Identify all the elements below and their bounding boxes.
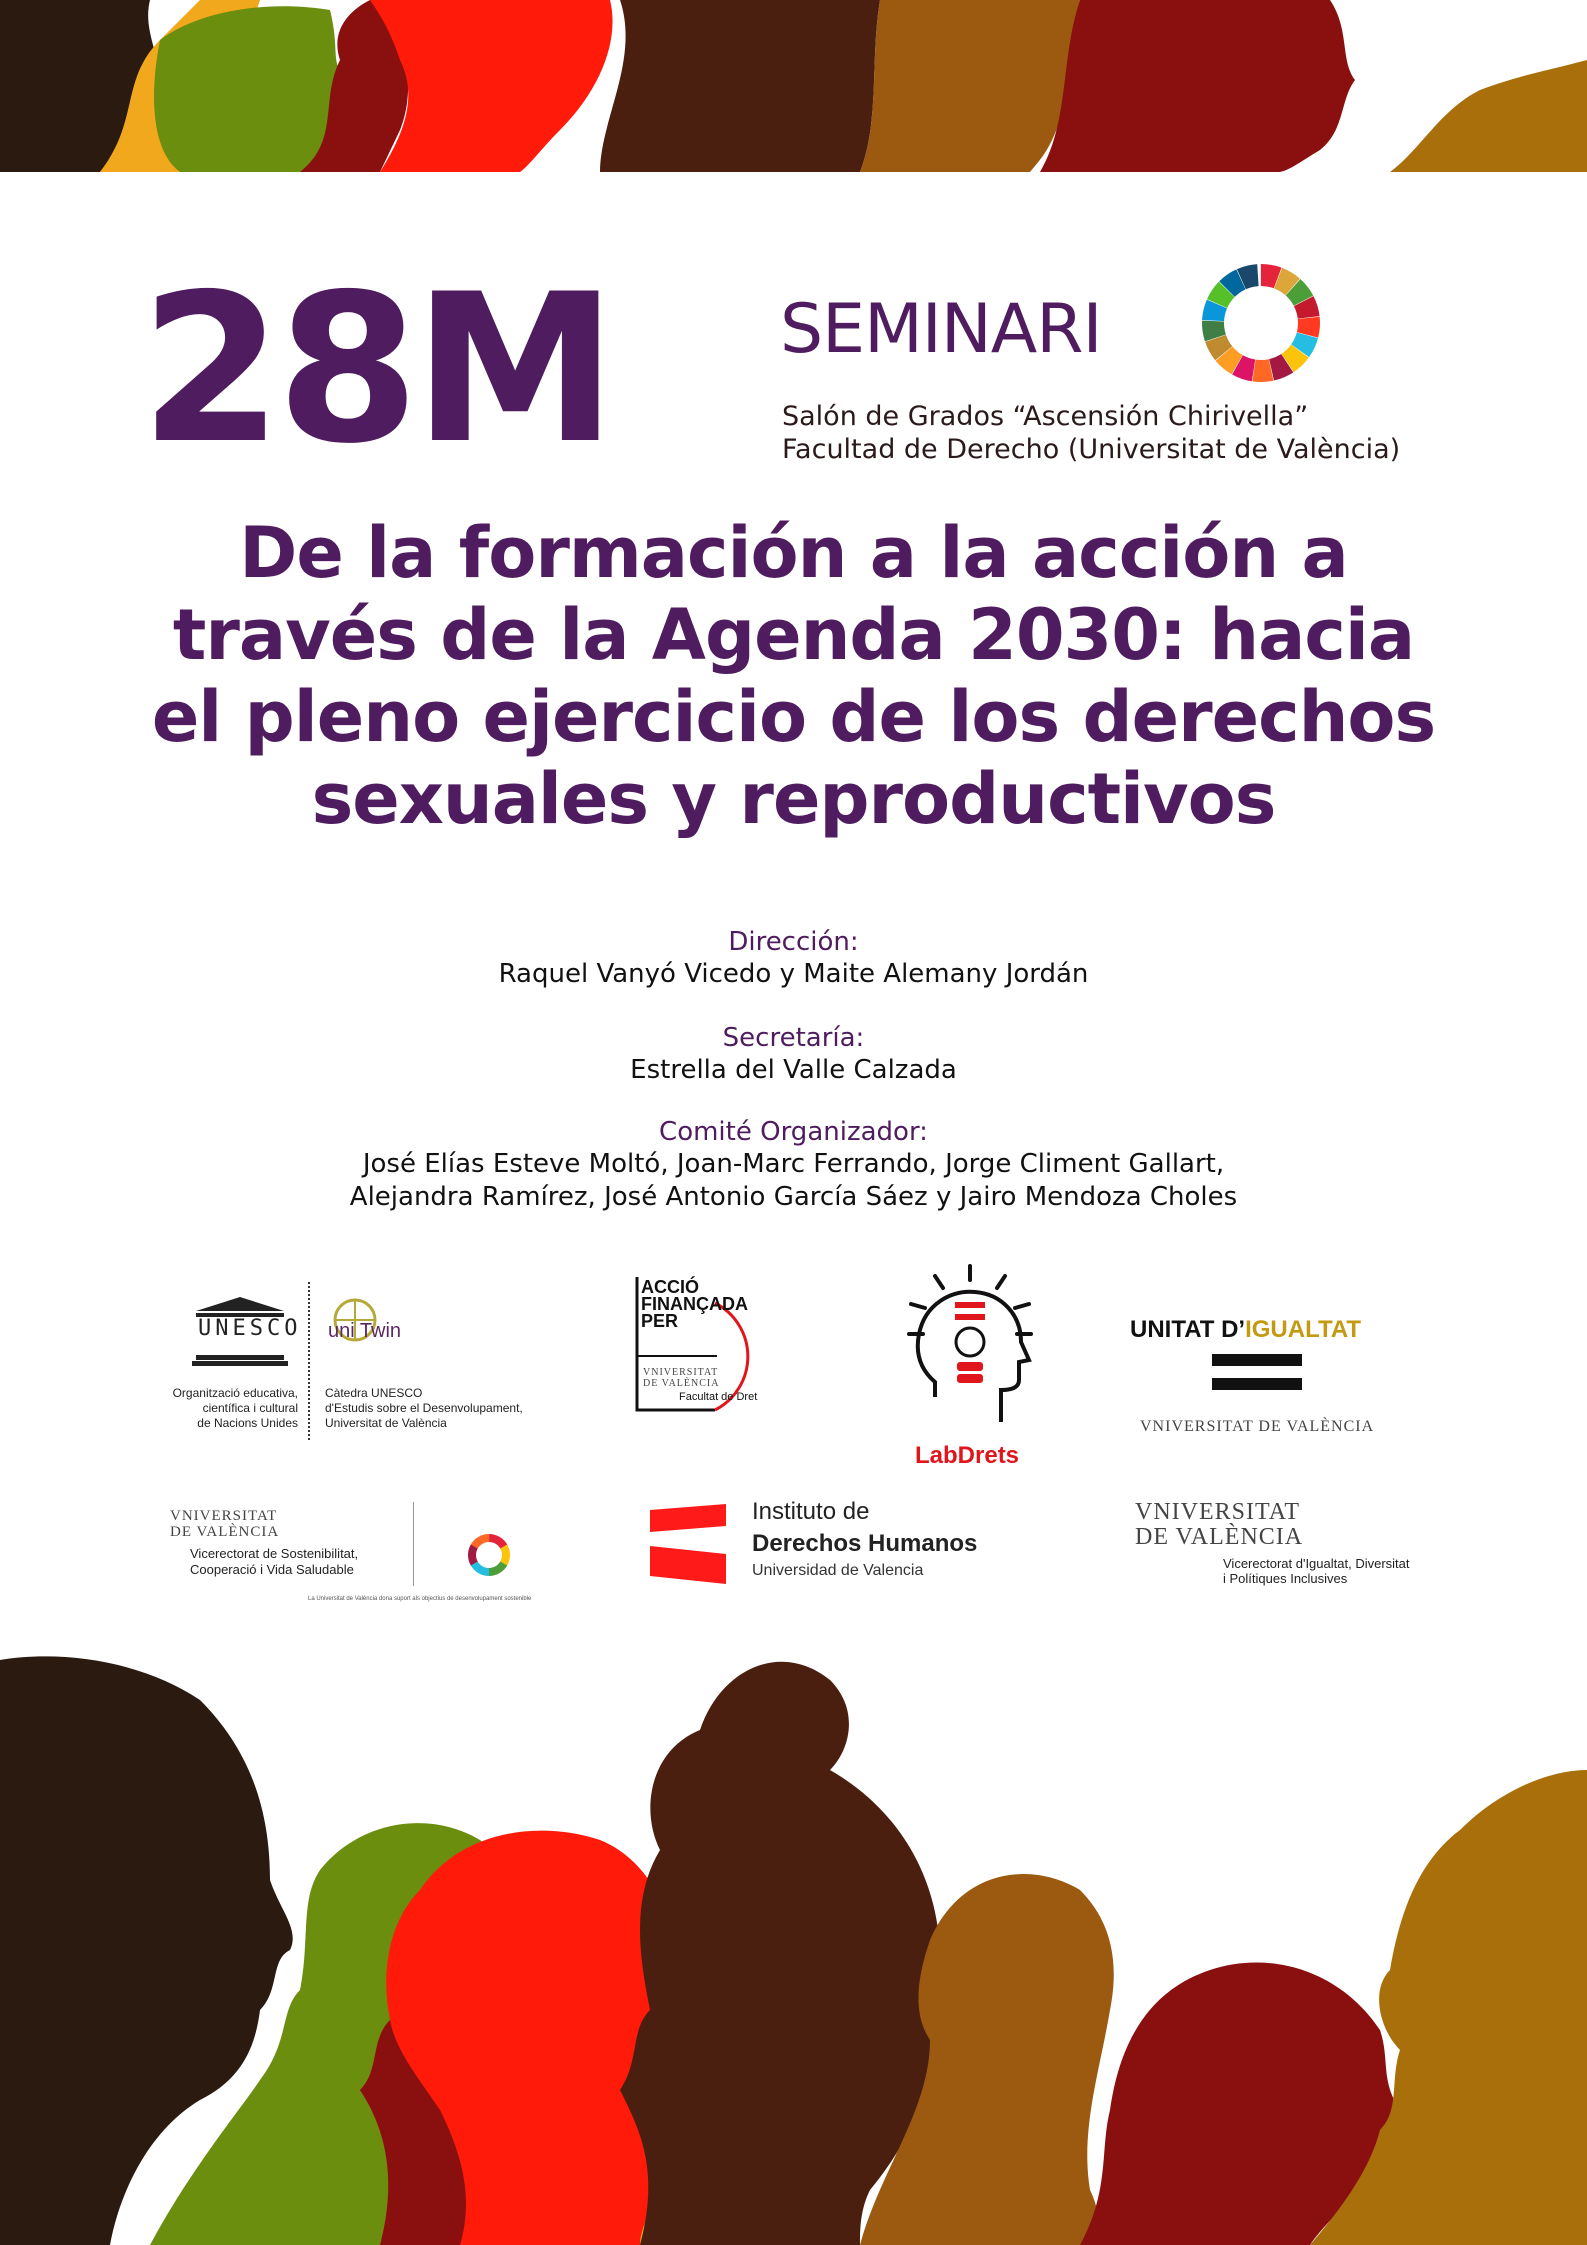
chair-caption-1: Càtedra UNESCO	[325, 1386, 423, 1400]
equal-sign-top-bar	[1212, 1354, 1302, 1366]
committee-line-2: Alejandra Ramírez, José Antonio García Sáez y Jairo Mendoza Choles	[349, 1182, 1238, 1212]
unesco-caption-3: de Nacions Unides	[197, 1416, 298, 1430]
igualtat-uv: VNIVERSITAT DE VALÈNCIA	[1140, 1418, 1375, 1435]
labdrets-lab: Lab	[915, 1442, 958, 1469]
unitwin-name: uni Twin	[328, 1320, 402, 1342]
accio-label	[641, 1279, 748, 1330]
unitat-igualtat-logo	[1130, 1310, 1390, 1450]
bottom-silhouette-band	[0, 1610, 1587, 2245]
top-silhouette-band	[0, 0, 1587, 172]
unesco-divider	[308, 1282, 310, 1440]
lightbulb-head-icon	[905, 1262, 1035, 1437]
silhouette-olive-1	[154, 6, 345, 172]
labdrets-drets: Drets	[957, 1442, 1020, 1469]
sost-line-1: Vicerectorat de Sostenibilitat,	[190, 1546, 359, 1561]
unesco-caption	[150, 1386, 298, 1431]
committee-line-1: José Elías Esteve Moltó, Joan-Marc Ferrando, Jorge Climent Gallart,	[362, 1149, 1225, 1179]
idh-line-3: Universidad de Valencia	[752, 1562, 924, 1579]
chair-caption-3: Universitat de València	[325, 1416, 447, 1430]
accio-line-3: PER	[641, 1311, 679, 1331]
venue-line-1: Salón de Grados “Ascensión Chirivella”	[782, 401, 1309, 432]
venue-line-2: Facultad de Derecho (Universitat de València)	[782, 434, 1401, 465]
silhouette-bottom-dark-bun	[620, 1662, 942, 2245]
sost-divider	[413, 1502, 414, 1586]
unesco-caption-2: científica i cultural	[202, 1401, 298, 1415]
sost-uv	[170, 1508, 279, 1540]
labdrets-wordmark	[915, 1442, 1019, 1470]
accio-uv	[643, 1367, 719, 1389]
sost-line-2: Cooperació i Vida Saludable	[190, 1562, 354, 1577]
accio-financada-logo	[635, 1275, 795, 1435]
silhouette-brown-1	[860, 0, 1080, 172]
accio-line-1: ACCIÓ	[641, 1277, 699, 1297]
igvr-caption	[1223, 1556, 1410, 1586]
igvr-uv-2: DE VALÈNCIA	[1135, 1524, 1304, 1550]
event-date: 28M	[140, 251, 612, 489]
idh-bars-icon	[648, 1502, 728, 1584]
event-type-title: SEMINARI	[780, 290, 1102, 369]
title-line-2: través de la Agenda 2030: hacia	[172, 594, 1415, 676]
igualtat-title-a: UNITAT D’	[1130, 1316, 1246, 1343]
accio-faculty: Facultat de Dret	[679, 1391, 758, 1403]
unesco-unitwin-logo	[150, 1280, 560, 1440]
sdg-wheel-icon	[1198, 260, 1324, 386]
title-line-1: De la formación a la acción a	[239, 512, 1348, 594]
equal-sign-bottom-bar	[1212, 1378, 1302, 1390]
idh-line-1: Instituto de	[752, 1498, 870, 1525]
accio-uv-2: DE VALÈNCIA	[643, 1378, 720, 1389]
chair-caption-2: d'Estudis sobre el Desenvolupament,	[325, 1401, 523, 1415]
igvr-line-2: i Polítiques Inclusives	[1223, 1571, 1348, 1586]
sost-note: La Universitat de València dona suport als objectius de desenvolupament sostenible	[308, 1596, 532, 1602]
labdrets-logo	[905, 1262, 1035, 1472]
igvr-uv-1: VNIVERSITAT	[1135, 1499, 1301, 1525]
seminar-title	[80, 512, 1507, 840]
silhouette-dark-2	[600, 0, 880, 172]
silhouette-maroon-2	[1040, 0, 1355, 172]
igvr-uv	[1135, 1500, 1303, 1550]
chair-caption	[325, 1386, 523, 1431]
igualtat-title	[1130, 1316, 1361, 1344]
unesco-name: UNESCO	[198, 1316, 302, 1341]
accio-line-2: FINANÇADA	[641, 1294, 748, 1314]
secretary-value: Estrella del Valle Calzada	[630, 1055, 957, 1085]
sostenibilitat-logo	[170, 1500, 540, 1610]
direction-value: Raquel Vanyó Vicedo y Maite Alemany Jordán	[498, 959, 1089, 989]
title-line-4: sexuales y reproductivos	[311, 758, 1276, 840]
sdg-wheel-small-icon	[466, 1532, 512, 1578]
idh-line-2: Derechos Humanos	[752, 1530, 978, 1557]
sost-uv-1: VNIVERSITAT	[170, 1508, 278, 1524]
unesco-caption-1: Organització educativa,	[172, 1386, 298, 1400]
committee-label: Comité Organizador:	[659, 1117, 928, 1147]
sost-caption	[190, 1546, 358, 1578]
sost-uv-2: DE VALÈNCIA	[170, 1524, 280, 1540]
direction-label: Dirección:	[728, 927, 859, 957]
secretary-label: Secretaría:	[722, 1023, 865, 1053]
accio-uv-1: VNIVERSITAT	[643, 1367, 719, 1378]
igualtat-vicerectorat-logo	[1135, 1500, 1455, 1600]
igualtat-title-b: IGUALTAT	[1245, 1316, 1362, 1343]
igvr-line-1: Vicerectorat d'Igualtat, Diversitat	[1223, 1556, 1410, 1571]
derechos-humanos-logo	[648, 1496, 1068, 1596]
title-line-3: el pleno ejercicio de los derechos	[151, 676, 1436, 758]
